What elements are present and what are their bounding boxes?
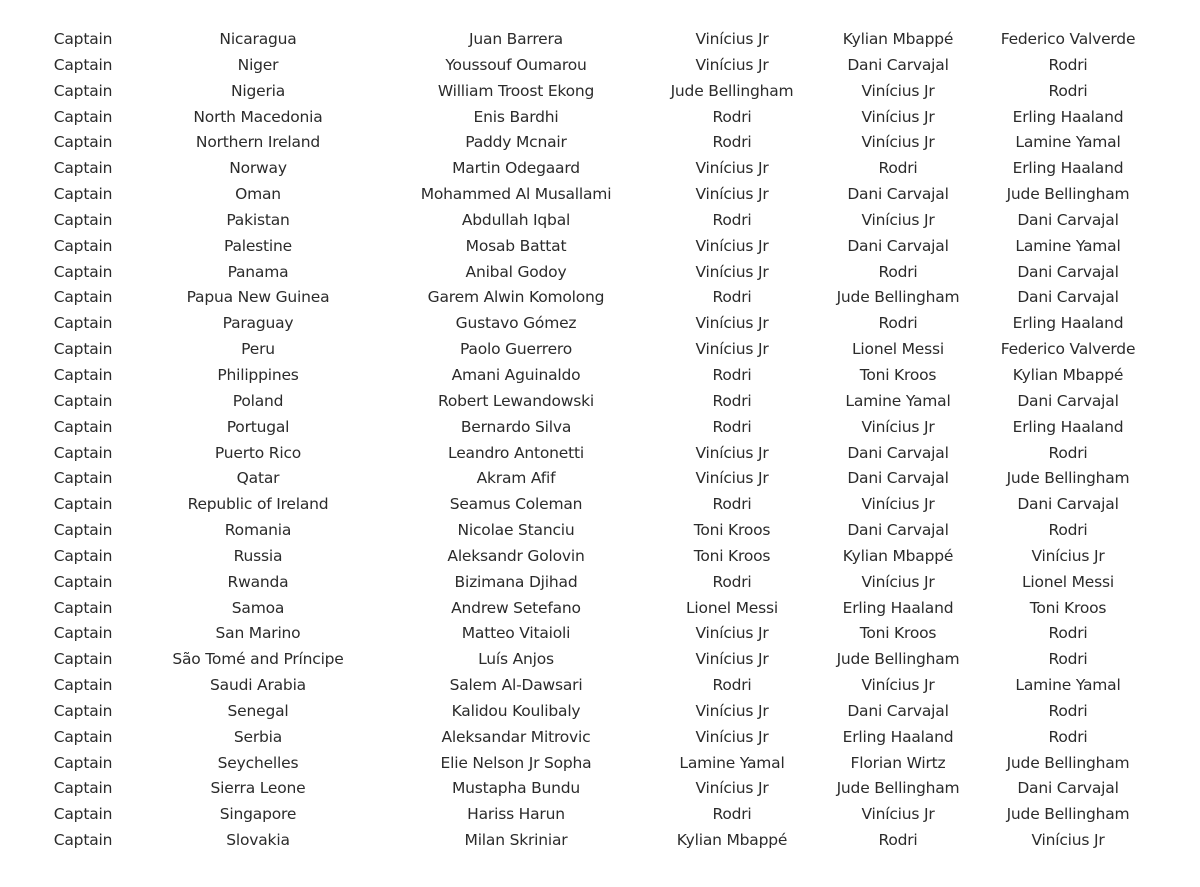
first-choice-cell: Vinícius Jr (695, 236, 769, 255)
voter-role-cell: Captain (53, 753, 113, 772)
second-choice-cell: Florian Wirtz (850, 753, 946, 772)
second-choice-cell: Vinícius Jr (861, 495, 935, 514)
country-cell: Northern Ireland (195, 133, 321, 152)
table-row (0, 828, 1200, 854)
voter-role-cell: Captain (53, 831, 113, 850)
second-choice-cell: Vinícius Jr (861, 572, 935, 591)
country-cell: Singapore (219, 805, 297, 824)
voter-name-cell: Aleksandar Mitrovic (441, 727, 591, 746)
table-row (0, 415, 1200, 441)
third-choice-cell: Dani Carvajal (1017, 779, 1119, 798)
table-row (0, 725, 1200, 751)
voter-name-cell: Gustavo Gómez (455, 314, 577, 333)
table-row (0, 492, 1200, 518)
country-cell: Sierra Leone (210, 779, 306, 798)
voter-role-cell: Captain (53, 805, 113, 824)
table-row (0, 208, 1200, 234)
voter-name-cell: Andrew Setefano (451, 598, 581, 617)
first-choice-cell: Vinícius Jr (695, 650, 769, 669)
voter-role-cell: Captain (53, 288, 113, 307)
voter-role-cell: Captain (53, 779, 113, 798)
voter-name-cell: Garem Alwin Komolong (427, 288, 605, 307)
second-choice-cell: Vinícius Jr (861, 676, 935, 695)
voter-name-cell: Aleksandr Golovin (447, 546, 585, 565)
table-row (0, 699, 1200, 725)
table-row (0, 389, 1200, 415)
first-choice-cell: Vinícius Jr (695, 262, 769, 281)
voter-name-cell: Abdullah Iqbal (461, 210, 571, 229)
third-choice-cell: Rodri (1048, 650, 1088, 669)
voter-name-cell: Matteo Vitaioli (461, 624, 571, 643)
voter-role-cell: Captain (53, 236, 113, 255)
second-choice-cell: Rodri (878, 314, 918, 333)
table-row (0, 466, 1200, 492)
table-row (0, 79, 1200, 105)
voter-name-cell: Robert Lewandowski (438, 391, 594, 410)
country-cell: Philippines (217, 365, 299, 384)
table-row (0, 27, 1200, 53)
country-cell: Pakistan (226, 210, 290, 229)
table-row (0, 596, 1200, 622)
second-choice-cell: Dani Carvajal (847, 521, 949, 540)
voter-name-cell: Amani Aguinaldo (451, 365, 581, 384)
first-choice-cell: Vinícius Jr (695, 340, 769, 359)
country-cell: Seychelles (217, 753, 299, 772)
voter-role-cell: Captain (53, 727, 113, 746)
voter-name-cell: Bernardo Silva (460, 417, 572, 436)
country-cell: Niger (237, 55, 279, 74)
first-choice-cell: Vinícius Jr (695, 55, 769, 74)
third-choice-cell: Dani Carvajal (1017, 288, 1119, 307)
third-choice-cell: Erling Haaland (1012, 159, 1124, 178)
country-cell: Panama (227, 262, 289, 281)
third-choice-cell: Federico Valverde (1000, 30, 1136, 48)
table-row (0, 234, 1200, 260)
third-choice-cell: Rodri (1048, 701, 1088, 720)
voter-role-cell: Captain (53, 598, 113, 617)
country-cell: Paraguay (222, 314, 294, 333)
country-cell: Senegal (227, 701, 289, 720)
country-cell: Nicaragua (219, 30, 297, 48)
second-choice-cell: Erling Haaland (842, 727, 954, 746)
voter-role-cell: Captain (53, 391, 113, 410)
third-choice-cell: Rodri (1048, 521, 1088, 540)
voter-name-cell: Paddy Mcnair (465, 133, 567, 152)
country-cell: São Tomé and Príncipe (172, 650, 344, 669)
third-choice-cell: Dani Carvajal (1017, 391, 1119, 410)
first-choice-cell: Rodri (712, 288, 752, 307)
voter-role-cell: Captain (53, 210, 113, 229)
table-row (0, 544, 1200, 570)
first-choice-cell: Rodri (712, 133, 752, 152)
table-row (0, 776, 1200, 802)
table-row (0, 130, 1200, 156)
country-cell: Rwanda (227, 572, 289, 591)
country-cell: Papua New Guinea (186, 288, 330, 307)
first-choice-cell: Rodri (712, 365, 752, 384)
voter-role-cell: Captain (53, 185, 113, 204)
voter-name-cell: Akram Afif (476, 469, 556, 488)
voter-role-cell: Captain (53, 443, 113, 462)
voter-role-cell: Captain (53, 624, 113, 643)
voter-name-cell: Salem Al-Dawsari (449, 676, 583, 695)
country-cell: Portugal (226, 417, 290, 436)
third-choice-cell: Toni Kroos (1029, 598, 1107, 617)
second-choice-cell: Dani Carvajal (847, 469, 949, 488)
second-choice-cell: Lionel Messi (852, 340, 944, 359)
votes-table (0, 27, 1200, 854)
second-choice-cell: Dani Carvajal (847, 236, 949, 255)
table-row (0, 751, 1200, 777)
voter-name-cell: Luís Anjos (478, 650, 554, 669)
voter-name-cell: Paolo Guerrero (459, 340, 573, 359)
third-choice-cell: Erling Haaland (1012, 314, 1124, 333)
first-choice-cell: Jude Bellingham (670, 81, 794, 100)
first-choice-cell: Rodri (712, 107, 752, 126)
voter-role-cell: Captain (53, 159, 113, 178)
second-choice-cell: Vinícius Jr (861, 81, 935, 100)
table-row (0, 518, 1200, 544)
table-row (0, 621, 1200, 647)
first-choice-cell: Rodri (712, 210, 752, 229)
country-cell: Poland (232, 391, 284, 410)
voter-name-cell: Mohammed Al Musallami (420, 185, 612, 204)
third-choice-cell: Dani Carvajal (1017, 262, 1119, 281)
country-cell: Peru (241, 340, 275, 359)
table-row (0, 311, 1200, 337)
second-choice-cell: Vinícius Jr (861, 210, 935, 229)
voter-name-cell: Juan Barrera (469, 30, 563, 48)
first-choice-cell: Rodri (712, 676, 752, 695)
third-choice-cell: Dani Carvajal (1017, 495, 1119, 514)
country-cell: North Macedonia (193, 107, 323, 126)
voter-name-cell: Seamus Coleman (449, 495, 583, 514)
first-choice-cell: Rodri (712, 805, 752, 824)
second-choice-cell: Rodri (878, 159, 918, 178)
third-choice-cell: Rodri (1048, 81, 1088, 100)
second-choice-cell: Jude Bellingham (836, 779, 960, 798)
country-cell: San Marino (215, 624, 301, 643)
first-choice-cell: Toni Kroos (693, 546, 771, 565)
voter-name-cell: Youssouf Oumarou (445, 55, 587, 74)
second-choice-cell: Toni Kroos (859, 365, 937, 384)
country-cell: Republic of Ireland (187, 495, 329, 514)
first-choice-cell: Toni Kroos (693, 521, 771, 540)
second-choice-cell: Dani Carvajal (847, 443, 949, 462)
first-choice-cell: Rodri (712, 391, 752, 410)
country-cell: Serbia (233, 727, 283, 746)
voter-role-cell: Captain (53, 365, 113, 384)
first-choice-cell: Vinícius Jr (695, 701, 769, 720)
country-cell: Qatar (236, 469, 280, 488)
voter-role-cell: Captain (53, 521, 113, 540)
first-choice-cell: Rodri (712, 495, 752, 514)
voter-name-cell: Kalidou Koulibaly (451, 701, 581, 720)
voter-role-cell: Captain (53, 262, 113, 281)
table-row (0, 647, 1200, 673)
third-choice-cell: Lionel Messi (1022, 572, 1114, 591)
table-row (0, 285, 1200, 311)
first-choice-cell: Rodri (712, 572, 752, 591)
third-choice-cell: Jude Bellingham (1006, 753, 1130, 772)
second-choice-cell: Lamine Yamal (845, 391, 951, 410)
table-row (0, 53, 1200, 79)
table-row (0, 182, 1200, 208)
country-cell: Palestine (223, 236, 293, 255)
voter-name-cell: Enis Bardhi (473, 107, 559, 126)
table-row (0, 105, 1200, 131)
voter-role-cell: Captain (53, 495, 113, 514)
second-choice-cell: Vinícius Jr (861, 417, 935, 436)
first-choice-cell: Vinícius Jr (695, 314, 769, 333)
third-choice-cell: Rodri (1048, 727, 1088, 746)
third-choice-cell: Jude Bellingham (1006, 185, 1130, 204)
second-choice-cell: Toni Kroos (859, 624, 937, 643)
voter-role-cell: Captain (53, 701, 113, 720)
table-row (0, 673, 1200, 699)
country-cell: Nigeria (230, 81, 286, 100)
voter-role-cell: Captain (53, 30, 113, 48)
voter-role-cell: Captain (53, 81, 113, 100)
first-choice-cell: Vinícius Jr (695, 469, 769, 488)
country-cell: Slovakia (226, 831, 290, 850)
third-choice-cell: Erling Haaland (1012, 417, 1124, 436)
voter-name-cell: Nicolae Stanciu (457, 521, 575, 540)
voter-name-cell: Mustapha Bundu (451, 779, 581, 798)
table-row (0, 337, 1200, 363)
second-choice-cell: Jude Bellingham (836, 288, 960, 307)
first-choice-cell: Vinícius Jr (695, 159, 769, 178)
second-choice-cell: Vinícius Jr (861, 107, 935, 126)
first-choice-cell: Vinícius Jr (695, 30, 769, 48)
third-choice-cell: Lamine Yamal (1015, 133, 1121, 152)
first-choice-cell: Vinícius Jr (695, 624, 769, 643)
second-choice-cell: Vinícius Jr (861, 805, 935, 824)
third-choice-cell: Rodri (1048, 55, 1088, 74)
third-choice-cell: Rodri (1048, 443, 1088, 462)
second-choice-cell: Rodri (878, 831, 918, 850)
second-choice-cell: Dani Carvajal (847, 185, 949, 204)
country-cell: Romania (224, 521, 292, 540)
second-choice-cell: Jude Bellingham (836, 650, 960, 669)
country-cell: Saudi Arabia (210, 676, 306, 695)
table-row (0, 441, 1200, 467)
first-choice-cell: Vinícius Jr (695, 185, 769, 204)
voter-role-cell: Captain (53, 133, 113, 152)
voter-role-cell: Captain (53, 107, 113, 126)
table-row (0, 570, 1200, 596)
voter-name-cell: Bizimana Djihad (454, 572, 578, 591)
voter-name-cell: Leandro Antonetti (448, 443, 584, 462)
voter-name-cell: Anibal Godoy (465, 262, 567, 281)
voter-role-cell: Captain (53, 417, 113, 436)
second-choice-cell: Dani Carvajal (847, 55, 949, 74)
third-choice-cell: Vinícius Jr (1031, 546, 1105, 565)
third-choice-cell: Lamine Yamal (1015, 236, 1121, 255)
first-choice-cell: Rodri (712, 417, 752, 436)
second-choice-cell: Vinícius Jr (861, 133, 935, 152)
third-choice-cell: Dani Carvajal (1017, 210, 1119, 229)
voter-role-cell: Captain (53, 340, 113, 359)
second-choice-cell: Rodri (878, 262, 918, 281)
second-choice-cell: Erling Haaland (842, 598, 954, 617)
third-choice-cell: Lamine Yamal (1015, 676, 1121, 695)
third-choice-cell: Vinícius Jr (1031, 831, 1105, 850)
country-cell: Russia (233, 546, 283, 565)
voter-role-cell: Captain (53, 546, 113, 565)
third-choice-cell: Rodri (1048, 624, 1088, 643)
voter-role-cell: Captain (53, 676, 113, 695)
third-choice-cell: Federico Valverde (1000, 340, 1136, 359)
country-cell: Oman (235, 185, 281, 204)
first-choice-cell: Vinícius Jr (695, 779, 769, 798)
voter-role-cell: Captain (53, 314, 113, 333)
voter-role-cell: Captain (53, 572, 113, 591)
country-cell: Norway (229, 159, 287, 178)
table-row (0, 260, 1200, 286)
country-cell: Puerto Rico (214, 443, 302, 462)
third-choice-cell: Jude Bellingham (1006, 805, 1130, 824)
voter-name-cell: Milan Skriniar (464, 831, 568, 850)
voter-name-cell: Hariss Harun (467, 805, 565, 824)
first-choice-cell: Vinícius Jr (695, 727, 769, 746)
first-choice-cell: Lamine Yamal (679, 753, 785, 772)
voter-role-cell: Captain (53, 469, 113, 488)
table-row (0, 156, 1200, 182)
first-choice-cell: Kylian Mbappé (676, 831, 788, 850)
second-choice-cell: Dani Carvajal (847, 701, 949, 720)
first-choice-cell: Vinícius Jr (695, 443, 769, 462)
table-row (0, 363, 1200, 389)
second-choice-cell: Kylian Mbappé (842, 546, 954, 565)
voter-name-cell: Martin Odegaard (452, 159, 580, 178)
third-choice-cell: Jude Bellingham (1006, 469, 1130, 488)
first-choice-cell: Lionel Messi (686, 598, 778, 617)
voter-role-cell: Captain (53, 55, 113, 74)
voter-role-cell: Captain (53, 650, 113, 669)
country-cell: Samoa (231, 598, 285, 617)
voter-name-cell: Mosab Battat (465, 236, 567, 255)
voter-name-cell: William Troost Ekong (437, 81, 595, 100)
third-choice-cell: Kylian Mbappé (1012, 365, 1124, 384)
second-choice-cell: Kylian Mbappé (842, 30, 954, 48)
table-row (0, 802, 1200, 828)
voter-name-cell: Elie Nelson Jr Sopha (440, 753, 592, 772)
third-choice-cell: Erling Haaland (1012, 107, 1124, 126)
